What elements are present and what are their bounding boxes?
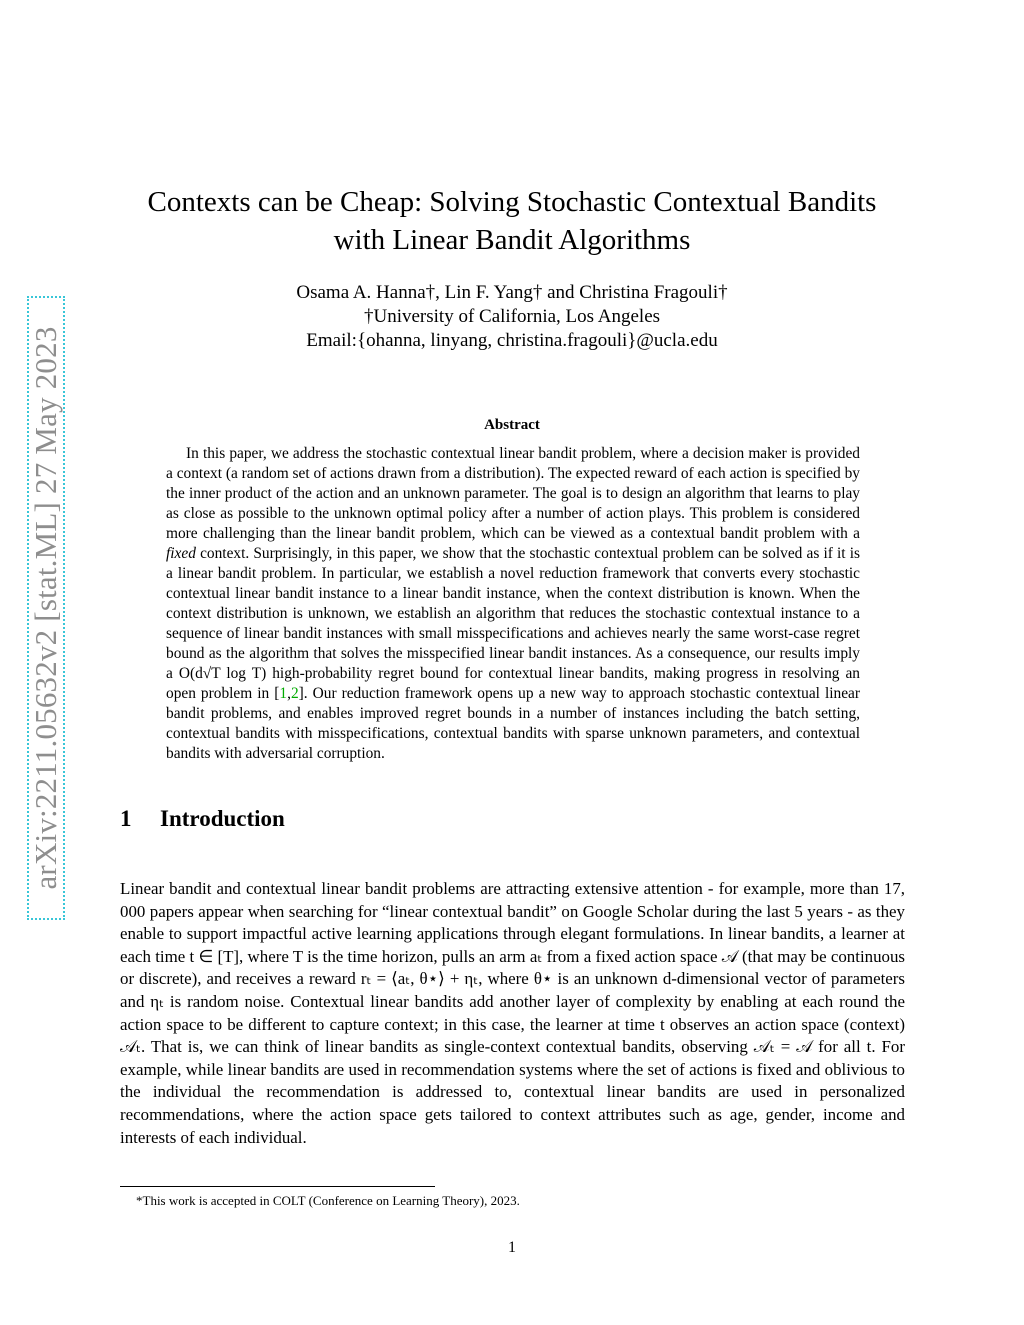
abstract-part-4: . Our reduction framework opens up a new way to approach stochastic contextual linear bandit problems, and enables improved regret bounds in a number of instances including the batch setting, contextual bandits with misspecifications, contextual bandits with sparse unknown parameters, and contextual bandits with adversarial corruption.: [166, 685, 860, 762]
abstract-part-3: high-probability regret bound for contextual linear bandits, making progress in resolving an open problem in: [166, 665, 860, 702]
citation-close: ]: [298, 685, 304, 702]
citation-sep: ,: [287, 685, 291, 702]
citation-link-2[interactable]: 2: [290, 685, 299, 702]
footnote: *This work is accepted in COLT (Conference on Learning Theory), 2023.: [136, 1193, 520, 1208]
section-title: Introduction: [160, 806, 285, 831]
footnote-rule: [120, 1186, 435, 1187]
page-number: 1: [508, 1239, 516, 1256]
title-line-1: Contexts can be Cheap: Solving Stochastic Contextual Bandits: [147, 186, 877, 218]
section-heading-introduction: [120, 806, 285, 832]
section-number: 1: [120, 806, 132, 831]
author-block: [100, 281, 924, 353]
citation-open: [: [274, 685, 280, 702]
abstract-part-2: context. Surprisingly, in this paper, we show that the stochastic contextual problem can be solved as if it is a linear bandit problem. In particular, we establish a novel reduction framework that converts every stochastic contextual linear bandit instance to a linear bandit instance, when the context distribution is known. When the context distribution is unknown, we establish an algorithm that reduces the stochastic contextual instance to a sequence of linear bandit instances with small misspecifications and achieves nearly the same worst-case regret bound as the algorithm that solves the misspecified linear bandit instances. As a consequence, our results imply a: [166, 545, 860, 682]
author-names: Osama A. Hanna†, Lin F. Yang† and Christina Fragouli†: [296, 282, 728, 303]
introduction-paragraph: Linear bandit and contextual linear bandit problems are attracting extensive attention - for example, more than 17, 000 papers appear when searching for “linear contextual bandit” on Google Scholar during the last 5 years - as they enable to support impactful active learning applications through elegant formulations. In linear bandits, a learner at each time t ∈ [T], where T is the time horizon, pulls an arm aₜ from a fixed action space 𝒜 (that may be continuous or discrete), and receives a reward rₜ = ⟨aₜ, θ⋆⟩ + ηₜ, where θ⋆ is an unknown d-dimensional vector of parameters and ηₜ is random noise. Contextual linear bandits add another layer of complexity by enabling at each round the action space to be different to capture context; in this case, the learner at time t observes an action space (context) 𝒜ₜ. That is, we can think of linear bandits as single-context contextual bandits, observing 𝒜ₜ = 𝒜 for all t. For example, while linear bandits are used in recommendation systems where the set of actions is fixed and oblivious to the individual the recommendation is addressed to, contextual linear bandits are used in personalized recommendations, where the action space gets tailored to context attributes such as age, gender, income and interests of each individual.: [120, 879, 905, 1147]
abstract-part-1: In this paper, we address the stochastic contextual linear bandit problem, where a decision maker is provided a context (a random set of actions drawn from a distribution). The expected reward of each action is specified by the inner product of the action and an unknown parameter. The goal is to design an algorithm that learns to play as close as possible to the unknown optimal policy after a number of action plays. This problem is considered more challenging than the linear bandit problem, which can be viewed as a contextual bandit problem with a: [166, 445, 860, 542]
title-line-2: with Linear Bandit Algorithms: [333, 224, 691, 256]
regret-bound-formula: O(d√T log T): [178, 665, 267, 682]
author-email: Email:{ohanna, linyang, christina.fragouli}@ucla.edu: [306, 330, 718, 351]
abstract-fixed-emphasis: fixed: [166, 545, 196, 562]
abstract-text: [166, 444, 860, 764]
abstract-heading: Abstract: [484, 417, 540, 433]
paper-title: [100, 183, 924, 259]
arxiv-stamp-text: arXiv:2211.05632v2 [stat.ML] 27 May 2023: [28, 326, 63, 890]
arxiv-stamp: [27, 296, 65, 920]
author-affiliation: †University of California, Los Angeles: [363, 306, 661, 327]
citation-link-1[interactable]: 1: [279, 685, 288, 702]
